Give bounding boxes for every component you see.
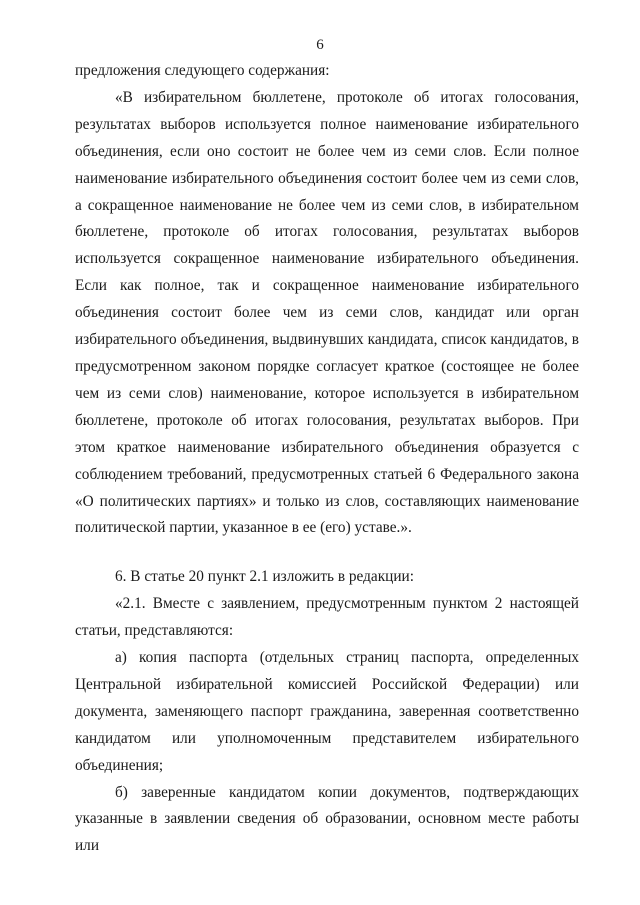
paragraph-item-a: а) копия паспорта (отдельных страниц паспорта, определенных Центральной избирательной комиссией Российской Федерации) или документа, заменяющего паспорт гражданина, заверенная соответственно кандидатом или уполномоченным представителем избирательного объединения; xyxy=(75,649,579,774)
paragraph-intro: предложения следующего содержания: xyxy=(75,62,330,79)
paragraph-article-20: 6. В статье 20 пункт 2.1 изложить в редакции: xyxy=(115,568,414,586)
paragraph-clause-2-1: «2.1. Вместе с заявлением, предусмотренным пунктом 2 настоящей статьи, представляются: xyxy=(75,595,579,640)
document-body xyxy=(75,58,579,860)
page-number: 6 xyxy=(316,37,324,53)
paragraph-ballot-naming: «В избирательном бюллетене, протоколе об итогах голосования, результатах выборов используется полное наименование избирательного объединения, если оно состоит не более чем из семи слов. Если полное наименование избирательного объединения состоит более чем из семи слов, а сокращенное наименование не более чем из семи слов, в избирательном бюллетене, протоколе об итогах голосования, результатах выборов используется сокращенное наименование избирательного объединения. Если как полное, так и сокращенное наименование избирательного объединения состоит более чем из семи слов, кандидат или орган избирательного объединения, выдвинувших кандидата, список кандидатов, в предусмотренном законом порядке согласует краткое (состоящее не более чем из семи слов) наименование, которое используется в избирательном бюллетене, протоколе об итогах голосования, результатах выборов. При этом краткое наименование избирательного объединения образуется с соблюдением требований, предусмотренных статьей 6 Федерального закона «О политических партиях» и только из слов, составляющих наименование политической партии, указанное в ее (его) уставе.». xyxy=(75,88,579,537)
paragraph-item-b: б) заверенные кандидатом копии документов, подтверждающих указанные в заявлении сведения об образовании, основном месте работы или xyxy=(75,783,579,855)
